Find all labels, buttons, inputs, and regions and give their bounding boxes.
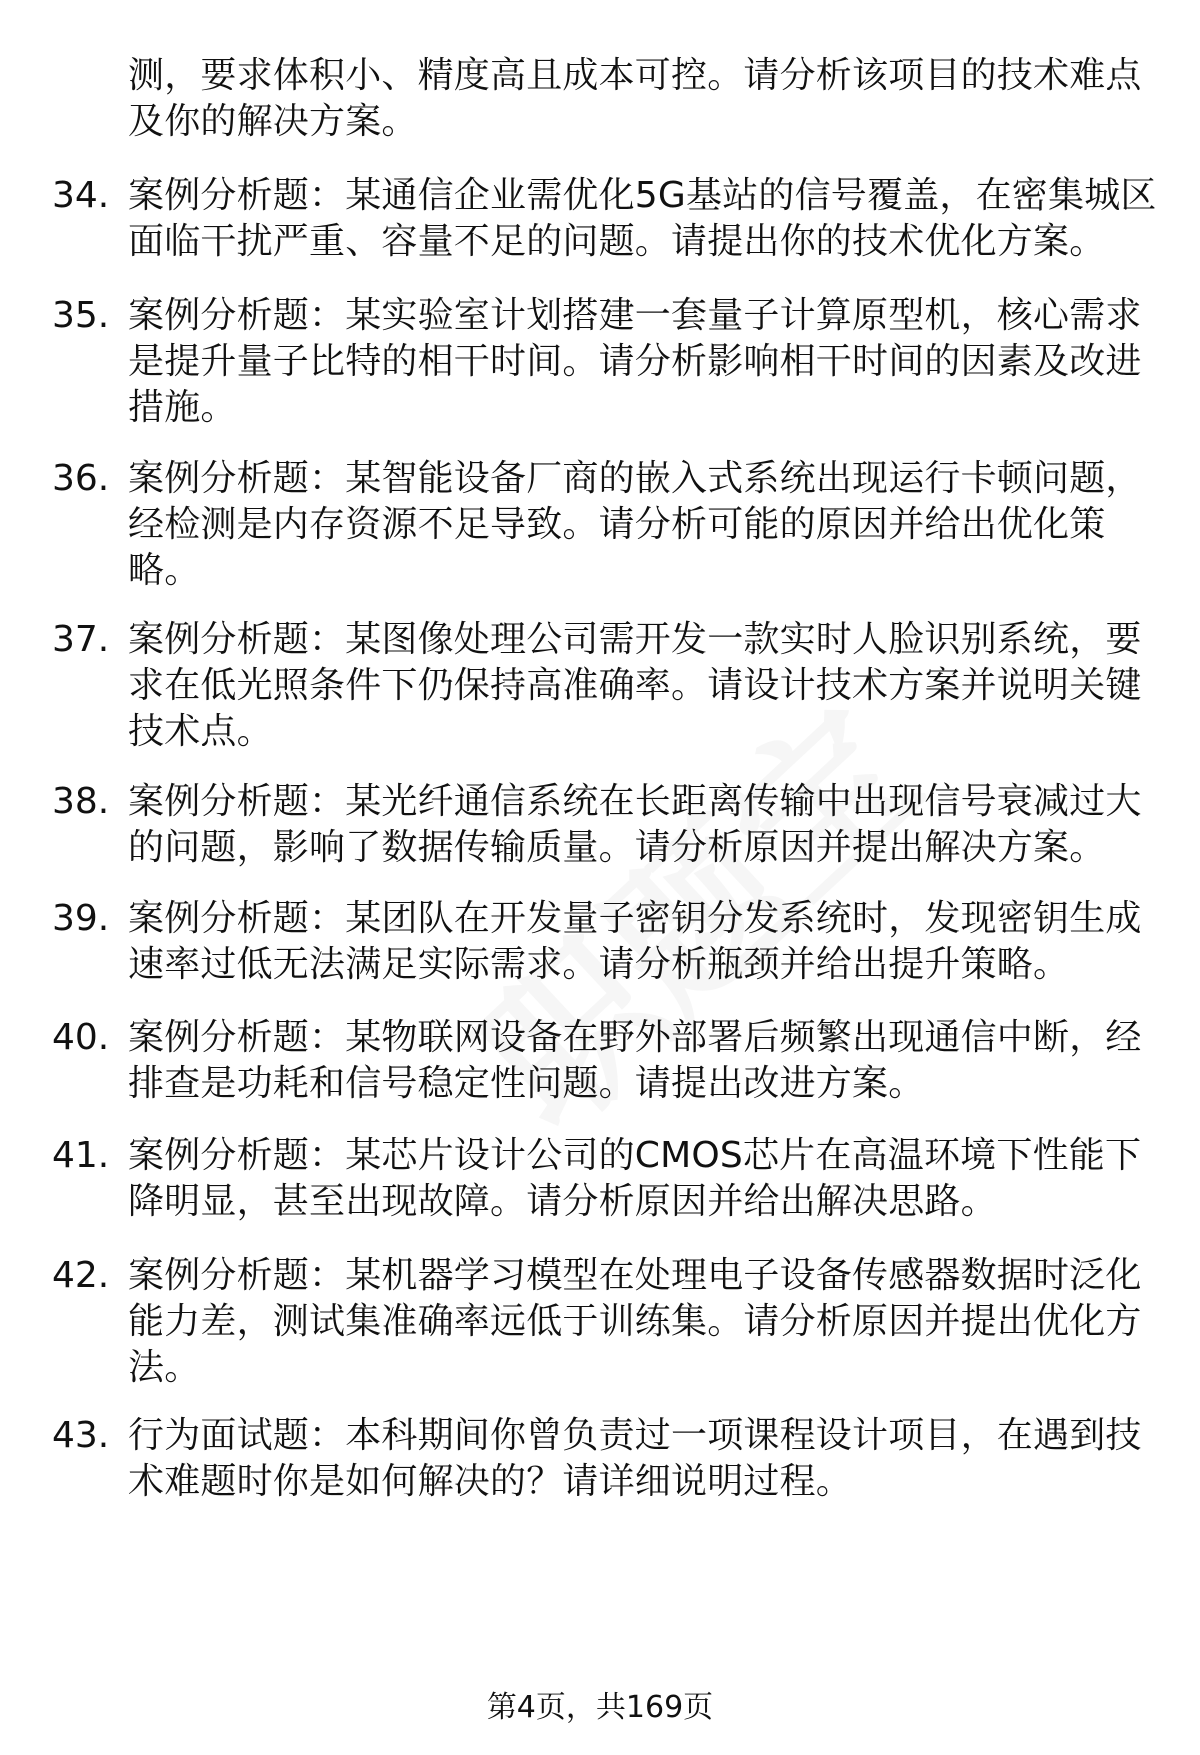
- page-footer: 第4页，共169页: [486, 1690, 714, 1725]
- question-text-line: 面临干扰严重、容量不足的问题。请提出你的技术优化方案。: [128, 221, 1106, 262]
- question-number: 40.: [52, 1017, 110, 1058]
- question-text-line: 能力差，测试集准确率远低于训练集。请分析原因并提出优化方: [128, 1301, 1142, 1342]
- question-number: 34.: [52, 175, 110, 216]
- question-text-line: 案例分析题：某机器学习模型在处理电子设备传感器数据时泛化: [128, 1255, 1142, 1296]
- question-text-line: 案例分析题：某芯片设计公司的CMOS芯片在高温环境下性能下: [128, 1135, 1142, 1176]
- question-text-line: 案例分析题：某团队在开发量子密钥分发系统时，发现密钥生成: [128, 898, 1142, 939]
- question-number: 39.: [52, 898, 110, 939]
- question-number: 41.: [52, 1135, 110, 1176]
- question-number: 35.: [52, 295, 110, 336]
- question-number: 36.: [52, 458, 110, 499]
- question-text-line: 的问题，影响了数据传输质量。请分析原因并提出解决方案。: [128, 827, 1106, 868]
- question-text-line: 案例分析题：某物联网设备在野外部署后频繁出现通信中断，经: [128, 1017, 1142, 1058]
- question-text-line: 经检测是内存资源不足导致。请分析可能的原因并给出优化策: [128, 504, 1106, 545]
- question-text-line: 测，要求体积小、精度高且成本可控。请分析该项目的技术难点: [128, 55, 1142, 96]
- question-text-line: 案例分析题：某图像处理公司需开发一款实时人脸识别系统，要: [128, 619, 1142, 660]
- question-number: 43.: [52, 1415, 110, 1456]
- question-text-line: 略。: [128, 550, 201, 591]
- question-number: 38.: [52, 781, 110, 822]
- question-text-line: 案例分析题：某通信企业需优化5G基站的信号覆盖，在密集城区: [128, 175, 1157, 216]
- question-text-line: 求在低光照条件下仍保持高准确率。请设计技术方案并说明关键: [128, 665, 1142, 706]
- question-text-line: 法。: [128, 1347, 201, 1388]
- question-text-line: 案例分析题：某光纤通信系统在长距离传输中出现信号衰减过大: [128, 781, 1142, 822]
- question-text-line: 行为面试题：本科期间你曾负责过一项课程设计项目，在遇到技: [128, 1415, 1142, 1456]
- question-text-line: 排查是功耗和信号稳定性问题。请提出改进方案。: [128, 1063, 925, 1104]
- question-text-line: 案例分析题：某实验室计划搭建一套量子计算原型机，核心需求: [128, 295, 1142, 336]
- question-text-line: 是提升量子比特的相干时间。请分析影响相干时间的因素及改进: [128, 341, 1142, 382]
- question-text-line: 术难题时你是如何解决的？请详细说明过程。: [128, 1461, 853, 1502]
- question-text-line: 措施。: [128, 387, 237, 428]
- question-number: 42.: [52, 1255, 110, 1296]
- question-text-line: 降明显，甚至出现故障。请分析原因并给出解决思路。: [128, 1181, 997, 1222]
- question-text-line: 案例分析题：某智能设备厂商的嵌入式系统出现运行卡顿问题，: [128, 458, 1142, 499]
- question-text-line: 及你的解决方案。: [128, 101, 418, 142]
- question-number: 37.: [52, 619, 110, 660]
- question-text-line: 速率过低无法满足实际需求。请分析瓶颈并给出提升策略。: [128, 944, 1070, 985]
- question-text-line: 技术点。: [128, 711, 273, 752]
